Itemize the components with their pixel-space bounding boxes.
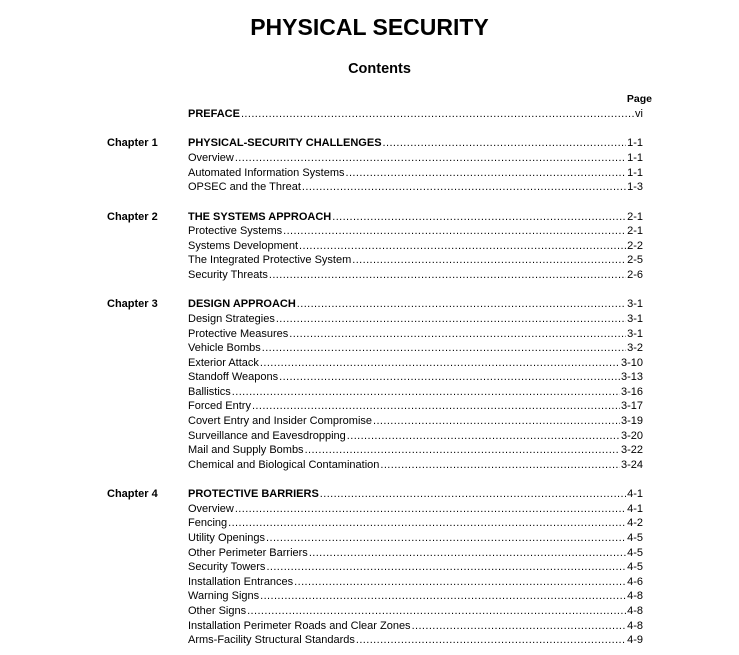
toc-entry (0, 166, 739, 181)
toc-entry-title: Overview (188, 502, 234, 515)
toc-entry-line (188, 385, 643, 400)
toc-entry-line (188, 312, 643, 327)
toc-entry (0, 633, 739, 648)
toc-entry-line (188, 297, 643, 312)
dot-leader (279, 370, 620, 385)
contents-heading: Contents (348, 61, 411, 77)
toc-entry (0, 546, 739, 561)
dot-leader (347, 429, 620, 444)
toc-section-heading (0, 210, 739, 225)
dot-leader (332, 210, 626, 225)
dot-leader (266, 531, 626, 546)
toc-entry-page-number: 2-1 (627, 225, 643, 238)
toc-entry-line (188, 136, 643, 151)
toc-entry-line (188, 458, 643, 473)
toc-section-heading (0, 136, 739, 151)
dot-leader (294, 575, 626, 590)
toc-entry-line (188, 619, 643, 634)
chapter-label: Chapter 1 (107, 137, 158, 150)
toc-entry-page-number: 3-16 (620, 385, 643, 398)
toc-entry (0, 239, 739, 254)
table-of-contents (0, 107, 739, 648)
toc-entry-title: Mail and Supply Bombs (188, 444, 304, 457)
dot-leader (297, 297, 626, 312)
toc-entry-title: Systems Development (188, 239, 299, 252)
toc-entry-title: Other Perimeter Barriers (188, 546, 308, 559)
toc-entry-line (188, 239, 643, 254)
dot-leader (289, 327, 626, 342)
toc-entry-line (188, 604, 643, 619)
toc-entry-page-number: 3-1 (627, 327, 643, 340)
dot-leader (269, 268, 626, 283)
toc-entry-page-number: 4-8 (627, 619, 643, 632)
dot-leader (262, 341, 626, 356)
toc-entry (0, 224, 739, 239)
toc-entry-page-number: 2-6 (627, 268, 643, 281)
toc-entry-page-number: 2-1 (627, 210, 643, 223)
toc-entry-title: Protective Measures (188, 327, 289, 340)
toc-entry-title: Chemical and Biological Contamination (188, 458, 380, 471)
toc-entry-page-number: 4-6 (627, 575, 643, 588)
dot-leader (302, 180, 626, 195)
toc-entry-page-number: 4-8 (627, 590, 643, 603)
toc-entry-line (188, 224, 643, 239)
toc-entry (0, 619, 739, 634)
toc-entry-line (188, 414, 643, 429)
toc-entry-page-number: 3-2 (627, 342, 643, 355)
toc-entry (0, 180, 739, 195)
toc-entry (0, 385, 739, 400)
toc-entry-page-number: 3-19 (620, 415, 643, 428)
toc-entry-title: OPSEC and the Threat (188, 181, 301, 194)
toc-entry-page-number: 1-3 (627, 181, 643, 194)
toc-entry-line (188, 399, 643, 414)
chapter-label: Chapter 4 (107, 488, 158, 501)
toc-entry-title: Utility Openings (188, 532, 266, 545)
toc-entry-line (188, 166, 643, 181)
toc-entry (0, 151, 739, 166)
toc-entry-line (188, 429, 643, 444)
dot-leader (320, 487, 626, 502)
dot-leader (380, 458, 620, 473)
toc-entry-page-number: 3-1 (627, 312, 643, 325)
chapter-label: Chapter 3 (107, 298, 158, 311)
toc-entry-line (188, 443, 643, 458)
document-title: PHYSICAL SECURITY (250, 14, 489, 40)
toc-entry-title: PHYSICAL-SECURITY CHALLENGES (188, 137, 382, 150)
toc-entry-title: Installation Entrances (188, 575, 294, 588)
dot-leader (412, 619, 627, 634)
toc-entry-title: Automated Information Systems (188, 166, 345, 179)
toc-section-heading (0, 487, 739, 502)
toc-entry-title: Covert Entry and Insider Compromise (188, 415, 373, 428)
toc-entry-line (188, 356, 643, 371)
toc-entry-page-number: 1-1 (627, 137, 643, 150)
toc-entry-page-number: 4-2 (627, 517, 643, 530)
dot-leader (247, 604, 626, 619)
dot-leader (283, 224, 626, 239)
toc-entry-page-number: 4-1 (627, 502, 643, 515)
toc-entry (0, 575, 739, 590)
toc-entry (0, 268, 739, 283)
toc-entry-title: Design Strategies (188, 312, 275, 325)
toc-entry (0, 399, 739, 414)
toc-entry (0, 253, 739, 268)
dot-leader (235, 502, 626, 517)
toc-entry-page-number: 1-1 (627, 166, 643, 179)
toc-entry-title: Other Signs (188, 605, 247, 617)
toc-entry (0, 516, 739, 531)
dot-leader (260, 589, 626, 604)
toc-entry-title: Warning Signs (188, 590, 260, 603)
dot-leader (276, 312, 626, 327)
toc-entry-page-number: 1-1 (627, 151, 643, 164)
dot-leader (241, 107, 634, 122)
toc-entry-line (188, 268, 643, 283)
toc-entry-page-number: 4-5 (627, 546, 643, 559)
toc-entry-page-number: 3-20 (620, 429, 643, 442)
toc-entry (0, 502, 739, 517)
toc-entry-line (188, 210, 643, 225)
toc-entry-line (188, 546, 643, 561)
toc-entry-title: Fencing (188, 517, 228, 530)
dot-leader (352, 253, 626, 268)
toc-entry-title: Surveillance and Eavesdropping (188, 429, 346, 442)
toc-entry (0, 356, 739, 371)
toc-entry (0, 531, 739, 546)
toc-entry (0, 443, 739, 458)
toc-entry-line (188, 370, 643, 385)
toc-entry-line (188, 487, 643, 502)
toc-entry-title: PREFACE (188, 108, 240, 120)
toc-entry-title: Protective Systems (188, 225, 283, 238)
toc-entry-line (188, 575, 643, 590)
toc-entry (0, 560, 739, 575)
dot-leader (260, 356, 620, 371)
toc-entry-page-number: 3-22 (620, 444, 643, 457)
toc-entry (0, 458, 739, 473)
toc-entry-title: Ballistics (188, 385, 231, 398)
toc-section-heading (0, 107, 739, 122)
dot-leader (373, 414, 620, 429)
toc-entry-line (188, 502, 643, 517)
dot-leader (228, 516, 626, 531)
dot-leader (309, 546, 626, 561)
toc-entry (0, 604, 739, 619)
toc-entry-page-number: 4-8 (627, 605, 643, 617)
toc-entry-title: The Integrated Protective System (188, 254, 352, 267)
dot-leader (266, 560, 626, 575)
toc-entry-line (188, 180, 643, 195)
chapter-label: Chapter 2 (107, 210, 158, 223)
toc-entry-page-number: 3-13 (620, 371, 643, 384)
dot-leader (299, 239, 626, 254)
toc-entry-title: DESIGN APPROACH (188, 298, 296, 311)
toc-entry-line (188, 560, 643, 575)
toc-entry-line (188, 516, 643, 531)
dot-leader (252, 399, 620, 414)
toc-entry-page-number: 4-5 (627, 561, 643, 574)
dot-leader (232, 385, 620, 400)
toc-entry-line (188, 531, 643, 546)
toc-section-heading (0, 297, 739, 312)
dot-leader (383, 136, 627, 151)
toc-entry-line (188, 633, 643, 648)
toc-entry-page-number: 3-10 (620, 356, 643, 369)
toc-entry-title: Security Towers (188, 561, 266, 574)
toc-entry-page-number: 4-5 (627, 532, 643, 545)
toc-entry-title: Security Threats (188, 268, 268, 281)
toc-entry-line (188, 327, 643, 342)
toc-entry-line (188, 341, 643, 356)
toc-entry (0, 429, 739, 444)
toc-entry-title: PROTECTIVE BARRIERS (188, 488, 319, 501)
dot-leader (305, 443, 620, 458)
toc-entry (0, 341, 739, 356)
dot-leader (346, 166, 627, 181)
toc-entry (0, 327, 739, 342)
toc-entry (0, 589, 739, 604)
toc-entry (0, 414, 739, 429)
toc-entry-title: Arms-Facility Structural Standards (188, 634, 355, 647)
toc-entry-line (188, 151, 643, 166)
toc-entry-page-number: 4-9 (627, 634, 643, 647)
toc-entry-page-number: 2-2 (627, 239, 643, 252)
dot-leader (235, 151, 626, 166)
toc-entry-page-number: 4-1 (627, 488, 643, 501)
dot-leader (356, 633, 626, 648)
toc-entry-title: Exterior Attack (188, 356, 259, 369)
toc-entry-page-number: 3-17 (620, 400, 643, 413)
toc-entry-title: Installation Perimeter Roads and Clear Zones (188, 619, 411, 632)
toc-entry-title: Vehicle Bombs (188, 342, 261, 355)
toc-entry (0, 312, 739, 327)
toc-entry-title: THE SYSTEMS APPROACH (188, 210, 332, 223)
toc-entry-line (188, 589, 643, 604)
toc-entry-page-number: 3-1 (627, 298, 643, 311)
toc-entry-title: Standoff Weapons (188, 371, 279, 384)
toc-entry-page-number: 3-24 (620, 458, 643, 471)
toc-entry-title: Forced Entry (188, 400, 251, 413)
toc-entry-line (188, 107, 643, 122)
toc-entry-page-number: vi (635, 108, 643, 120)
toc-entry-page-number: 2-5 (627, 254, 643, 267)
toc-entry-title: Overview (188, 151, 234, 164)
toc-entry-line (188, 253, 643, 268)
toc-entry (0, 370, 739, 385)
page-column-label: Page (626, 93, 652, 105)
